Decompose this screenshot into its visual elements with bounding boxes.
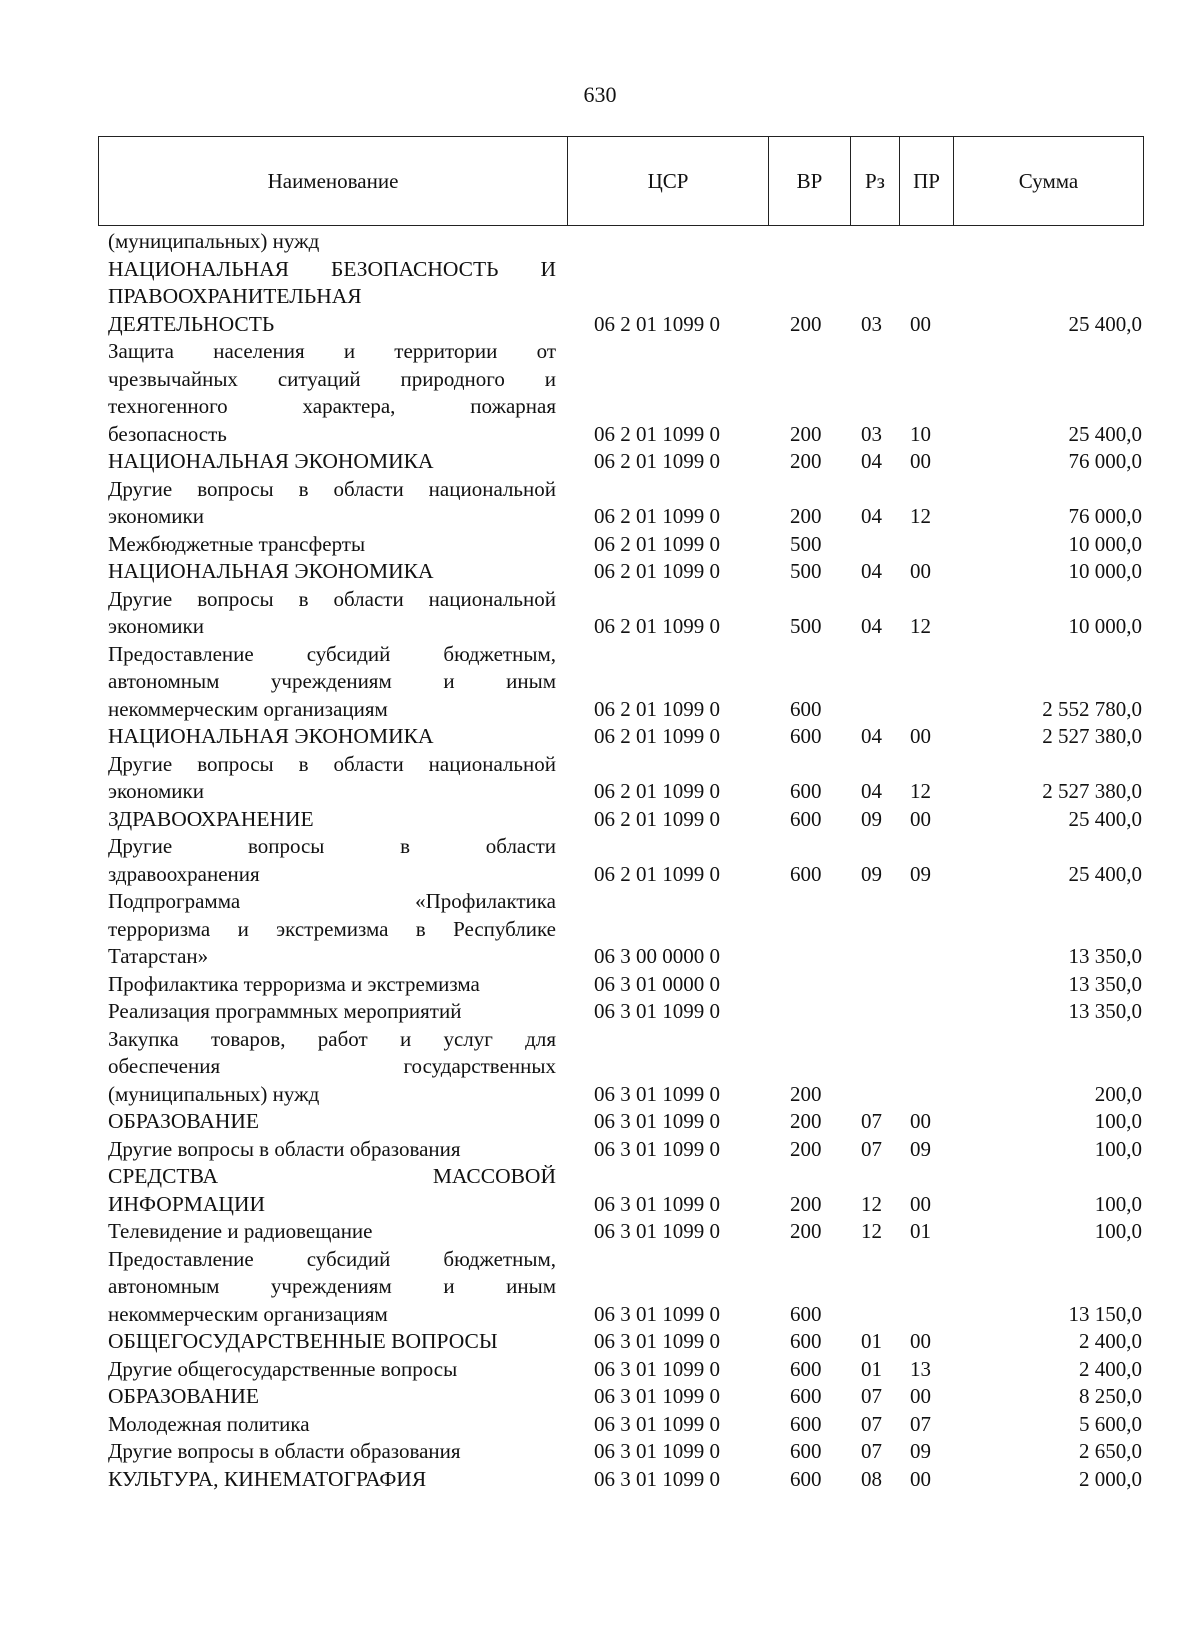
row-name-line: ДЕЯТЕЛЬНОСТЬ [108, 311, 275, 336]
row-name-line: автономным учреждениям и иным [108, 1274, 556, 1298]
row-sum: 2 527 380,0 [1042, 724, 1142, 748]
row-csr: 06 2 01 1099 0 [594, 696, 720, 721]
row-name-line: ОБРАЗОВАНИЕ [108, 1109, 260, 1133]
row-pr: 07 [910, 1411, 931, 1436]
row-name-line: Защита населения и территории от [108, 339, 556, 363]
row-name-line: Другие вопросы в области образования [108, 1439, 461, 1463]
table-row [0, 1438, 1200, 1466]
row-rz: 09 [861, 806, 882, 831]
row-sum: 25 400,0 [1068, 806, 1142, 831]
row-vr: 600 [790, 1384, 822, 1408]
row-name [108, 1246, 556, 1329]
row-name-line: некоммерческим организациям [108, 696, 388, 721]
row-name-line: Другие вопросы в области национальной [108, 751, 556, 776]
row-name [108, 751, 556, 806]
row-pr: 13 [910, 1356, 931, 1381]
row-csr: 06 3 01 1099 0 [594, 1384, 720, 1408]
row-csr: 06 3 01 1099 0 [594, 1329, 720, 1353]
row-pr: 09 [910, 861, 931, 886]
row-pr: 00 [910, 1329, 931, 1353]
table-row [0, 971, 1200, 999]
row-name [108, 723, 556, 751]
row-name-line: Подпрограмма «Профилактика [108, 889, 556, 913]
row-name-line: Татарстан» [108, 944, 209, 968]
row-name-line: Молодежная политика [108, 1411, 310, 1436]
row-sum: 100,0 [1094, 1136, 1142, 1161]
header-csr: ЦСР [568, 137, 769, 225]
row-rz: 07 [861, 1411, 882, 1436]
row-rz: 04 [861, 614, 882, 638]
row-csr: 06 3 01 1099 0 [594, 1081, 720, 1106]
row-name [108, 1356, 556, 1384]
row-csr: 06 2 01 1099 0 [594, 531, 720, 556]
row-vr: 600 [790, 1301, 822, 1326]
row-sum: 13 150,0 [1068, 1301, 1142, 1326]
row-sum: 100,0 [1094, 1219, 1142, 1243]
row-sum: 10 000,0 [1068, 559, 1142, 583]
row-pr: 00 [910, 806, 931, 831]
row-sum: 2 650,0 [1079, 1439, 1142, 1463]
row-name [108, 641, 556, 724]
page-number: 630 [583, 82, 617, 107]
row-csr: 06 2 01 1099 0 [594, 724, 720, 748]
row-vr: 600 [790, 861, 822, 886]
table-row [0, 1356, 1200, 1384]
table-row [0, 751, 1200, 806]
row-vr: 600 [790, 1411, 822, 1436]
row-vr: 200 [790, 449, 822, 473]
row-vr: 200 [790, 1191, 822, 1216]
row-name [108, 998, 556, 1026]
row-sum: 8 250,0 [1079, 1384, 1142, 1408]
row-rz: 08 [861, 1466, 882, 1491]
row-name [108, 1026, 556, 1109]
row-pr: 01 [910, 1219, 931, 1243]
row-name-line: НАЦИОНАЛЬНАЯ ЭКОНОМИКА [108, 559, 434, 583]
row-name-line: НАЦИОНАЛЬНАЯ БЕЗОПАСНОСТЬ И [108, 256, 556, 281]
row-name [108, 338, 556, 448]
row-csr: 06 2 01 1099 0 [594, 559, 720, 583]
row-csr: 06 2 01 1099 0 [594, 449, 720, 473]
row-name [108, 228, 556, 256]
header-pr: ПР [900, 137, 954, 225]
row-sum: 13 350,0 [1068, 971, 1142, 996]
row-pr: 10 [910, 421, 931, 446]
row-rz: 04 [861, 724, 882, 748]
row-csr: 06 3 01 0000 0 [594, 971, 720, 996]
table-row [0, 1246, 1200, 1329]
row-csr: 06 2 01 1099 0 [594, 614, 720, 638]
table-row [0, 1163, 1200, 1218]
row-name-line: ЗДРАВООХРАНЕНИЕ [108, 806, 314, 831]
row-sum: 5 600,0 [1079, 1411, 1142, 1436]
row-vr: 200 [790, 421, 822, 446]
row-name-line: ОБРАЗОВАНИЕ [108, 1384, 260, 1408]
row-csr: 06 3 01 1099 0 [594, 1136, 720, 1161]
row-name-line: Предоставление субсидий бюджетным, [108, 1246, 556, 1271]
row-name [108, 256, 556, 339]
row-name-line: Профилактика терроризма и экстремизма [108, 971, 480, 996]
row-name-line: Другие вопросы в области [108, 834, 556, 858]
row-name [108, 1218, 556, 1246]
row-csr: 06 3 01 1099 0 [594, 1301, 720, 1326]
row-name-line: экономики [108, 504, 204, 528]
row-name-line: Межбюджетные трансферты [108, 531, 366, 556]
row-name-line: НАЦИОНАЛЬНАЯ ЭКОНОМИКА [108, 449, 434, 473]
row-rz: 04 [861, 504, 882, 528]
row-name-line: экономики [108, 779, 204, 803]
row-name-line: Другие вопросы в области национальной [108, 586, 556, 611]
header-vr: ВР [769, 137, 851, 225]
row-pr: 12 [910, 779, 931, 803]
row-rz: 07 [861, 1109, 882, 1133]
row-name [108, 448, 556, 476]
row-name-line: ПРАВООХРАНИТЕЛЬНАЯ [108, 284, 362, 308]
table-header [98, 136, 1144, 226]
row-vr: 600 [790, 1439, 822, 1463]
row-name-line: Другие общегосударственные вопросы [108, 1356, 458, 1381]
row-sum: 100,0 [1094, 1191, 1142, 1216]
table-row [0, 1466, 1200, 1494]
row-sum: 76 000,0 [1068, 449, 1142, 473]
row-sum: 200,0 [1094, 1081, 1142, 1106]
row-name [108, 476, 556, 531]
row-name-line: экономики [108, 614, 204, 638]
row-vr: 200 [790, 1109, 822, 1133]
row-vr: 500 [790, 614, 822, 638]
row-name-line: ИНФОРМАЦИИ [108, 1191, 266, 1216]
row-csr: 06 2 01 1099 0 [594, 421, 720, 446]
row-name-line: НАЦИОНАЛЬНАЯ ЭКОНОМИКА [108, 724, 434, 748]
table-body [0, 228, 1200, 1493]
row-rz: 03 [861, 421, 882, 446]
row-name-line: (муниципальных) нужд [108, 229, 320, 253]
row-name-line: здравоохранения [108, 861, 260, 886]
table-row [0, 723, 1200, 751]
row-name [108, 1163, 556, 1218]
row-sum: 2 400,0 [1079, 1356, 1142, 1381]
row-csr: 06 3 01 1099 0 [594, 1109, 720, 1133]
row-name-line: терроризма и экстремизма в Республике [108, 916, 556, 941]
row-pr: 00 [910, 1109, 931, 1133]
table-row [0, 888, 1200, 971]
row-pr: 12 [910, 614, 931, 638]
row-vr: 600 [790, 806, 822, 831]
row-sum: 25 400,0 [1068, 311, 1142, 336]
row-name [108, 1108, 556, 1136]
row-name [108, 1383, 556, 1411]
row-name-line: безопасность [108, 421, 227, 446]
table-row [0, 1136, 1200, 1164]
row-name-line: чрезвычайных ситуаций природного и [108, 366, 556, 391]
row-name-line: ОБЩЕГОСУДАРСТВЕННЫЕ ВОПРОСЫ [108, 1329, 498, 1353]
row-name [108, 1438, 556, 1466]
row-name-line: техногенного характера, пожарная [108, 394, 556, 418]
row-csr: 06 3 00 0000 0 [594, 944, 720, 968]
row-csr: 06 3 01 1099 0 [594, 1191, 720, 1216]
row-csr: 06 3 01 1099 0 [594, 1411, 720, 1436]
table-row [0, 641, 1200, 724]
row-vr: 600 [790, 1466, 822, 1491]
row-sum: 25 400,0 [1068, 421, 1142, 446]
row-sum: 76 000,0 [1068, 504, 1142, 528]
row-vr: 600 [790, 696, 822, 721]
row-pr: 00 [910, 449, 931, 473]
table-row [0, 228, 1200, 256]
row-pr: 09 [910, 1136, 931, 1161]
row-vr: 600 [790, 724, 822, 748]
row-name [108, 558, 556, 586]
row-rz: 12 [861, 1191, 882, 1216]
row-sum: 2 527 380,0 [1042, 779, 1142, 803]
row-vr: 200 [790, 504, 822, 528]
row-rz: 07 [861, 1136, 882, 1161]
row-pr: 00 [910, 1466, 931, 1491]
table-row [0, 338, 1200, 448]
row-vr: 600 [790, 1329, 822, 1353]
row-rz: 09 [861, 861, 882, 886]
header-sum: Сумма [1018, 168, 1079, 193]
row-vr: 200 [790, 1219, 822, 1243]
table-row [0, 806, 1200, 834]
row-rz: 04 [861, 779, 882, 803]
table-row [0, 531, 1200, 559]
row-rz: 01 [861, 1356, 882, 1381]
row-name [108, 833, 556, 888]
row-name [108, 888, 556, 971]
row-csr: 06 3 01 1099 0 [594, 1466, 720, 1491]
row-csr: 06 3 01 1099 0 [594, 1439, 720, 1463]
row-csr: 06 3 01 1099 0 [594, 1356, 720, 1381]
row-csr: 06 3 01 1099 0 [594, 1219, 720, 1243]
row-name [108, 586, 556, 641]
row-sum: 2 000,0 [1079, 1466, 1142, 1491]
row-sum: 10 000,0 [1068, 531, 1142, 556]
row-name-line: Другие вопросы в области национальной [108, 476, 556, 501]
row-csr: 06 2 01 1099 0 [594, 504, 720, 528]
table-row [0, 1108, 1200, 1136]
row-name-line: Реализация программных мероприятий [108, 999, 462, 1023]
row-name [108, 1466, 556, 1494]
row-sum: 25 400,0 [1068, 861, 1142, 886]
row-vr: 600 [790, 1356, 822, 1381]
row-pr: 00 [910, 311, 931, 336]
row-name-line: КУЛЬТУРА, КИНЕМАТОГРАФИЯ [108, 1466, 427, 1491]
row-name-line: Предоставление субсидий бюджетным, [108, 641, 556, 666]
row-csr: 06 2 01 1099 0 [594, 806, 720, 831]
row-name-line: некоммерческим организациям [108, 1301, 388, 1326]
row-name [108, 1411, 556, 1439]
row-name-line: Телевидение и радиовещание [108, 1219, 373, 1243]
table-row [0, 448, 1200, 476]
row-name [108, 971, 556, 999]
header-name: Наименование [99, 137, 568, 225]
row-name-line: СРЕДСТВА МАССОВОЙ [108, 1164, 556, 1188]
header-rz: Рз [851, 137, 900, 225]
row-sum: 100,0 [1094, 1109, 1142, 1133]
row-rz: 12 [861, 1219, 882, 1243]
row-sum: 13 350,0 [1068, 999, 1142, 1023]
row-pr: 00 [910, 724, 931, 748]
row-rz: 01 [861, 1329, 882, 1353]
row-name-line: Закупка товаров, работ и услуг для [108, 1026, 556, 1051]
row-vr: 200 [790, 311, 822, 336]
table-row [0, 1218, 1200, 1246]
table-row [0, 998, 1200, 1026]
row-sum: 10 000,0 [1068, 614, 1142, 638]
row-vr: 200 [790, 1136, 822, 1161]
row-pr: 00 [910, 559, 931, 583]
table-row [0, 558, 1200, 586]
row-name [108, 531, 556, 559]
row-sum: 13 350,0 [1068, 944, 1142, 968]
row-pr: 09 [910, 1439, 931, 1463]
row-rz: 04 [861, 559, 882, 583]
table-row [0, 586, 1200, 641]
row-csr: 06 3 01 1099 0 [594, 999, 720, 1023]
table-row [0, 833, 1200, 888]
table-row [0, 1383, 1200, 1411]
row-rz: 03 [861, 311, 882, 336]
row-name [108, 806, 556, 834]
row-vr: 200 [790, 1081, 822, 1106]
table-row [0, 476, 1200, 531]
table-row [0, 1026, 1200, 1109]
row-name-line: Другие вопросы в области образования [108, 1136, 461, 1161]
table-row [0, 1411, 1200, 1439]
row-pr: 12 [910, 504, 931, 528]
row-name [108, 1328, 556, 1356]
table-row [0, 256, 1200, 339]
row-vr: 500 [790, 531, 822, 556]
row-rz: 04 [861, 449, 882, 473]
row-vr: 600 [790, 779, 822, 803]
row-name [108, 1136, 556, 1164]
row-name-line: обеспечения государственных [108, 1054, 556, 1078]
row-pr: 00 [910, 1384, 931, 1408]
table-row [0, 1328, 1200, 1356]
row-csr: 06 2 01 1099 0 [594, 311, 720, 336]
row-name-line: автономным учреждениям и иным [108, 669, 556, 693]
row-vr: 500 [790, 559, 822, 583]
row-name-line: (муниципальных) нужд [108, 1081, 320, 1106]
row-csr: 06 2 01 1099 0 [594, 861, 720, 886]
row-sum: 2 400,0 [1079, 1329, 1142, 1353]
row-pr: 00 [910, 1191, 931, 1216]
row-csr: 06 2 01 1099 0 [594, 779, 720, 803]
row-sum: 2 552 780,0 [1042, 696, 1142, 721]
row-rz: 07 [861, 1439, 882, 1463]
row-rz: 07 [861, 1384, 882, 1408]
